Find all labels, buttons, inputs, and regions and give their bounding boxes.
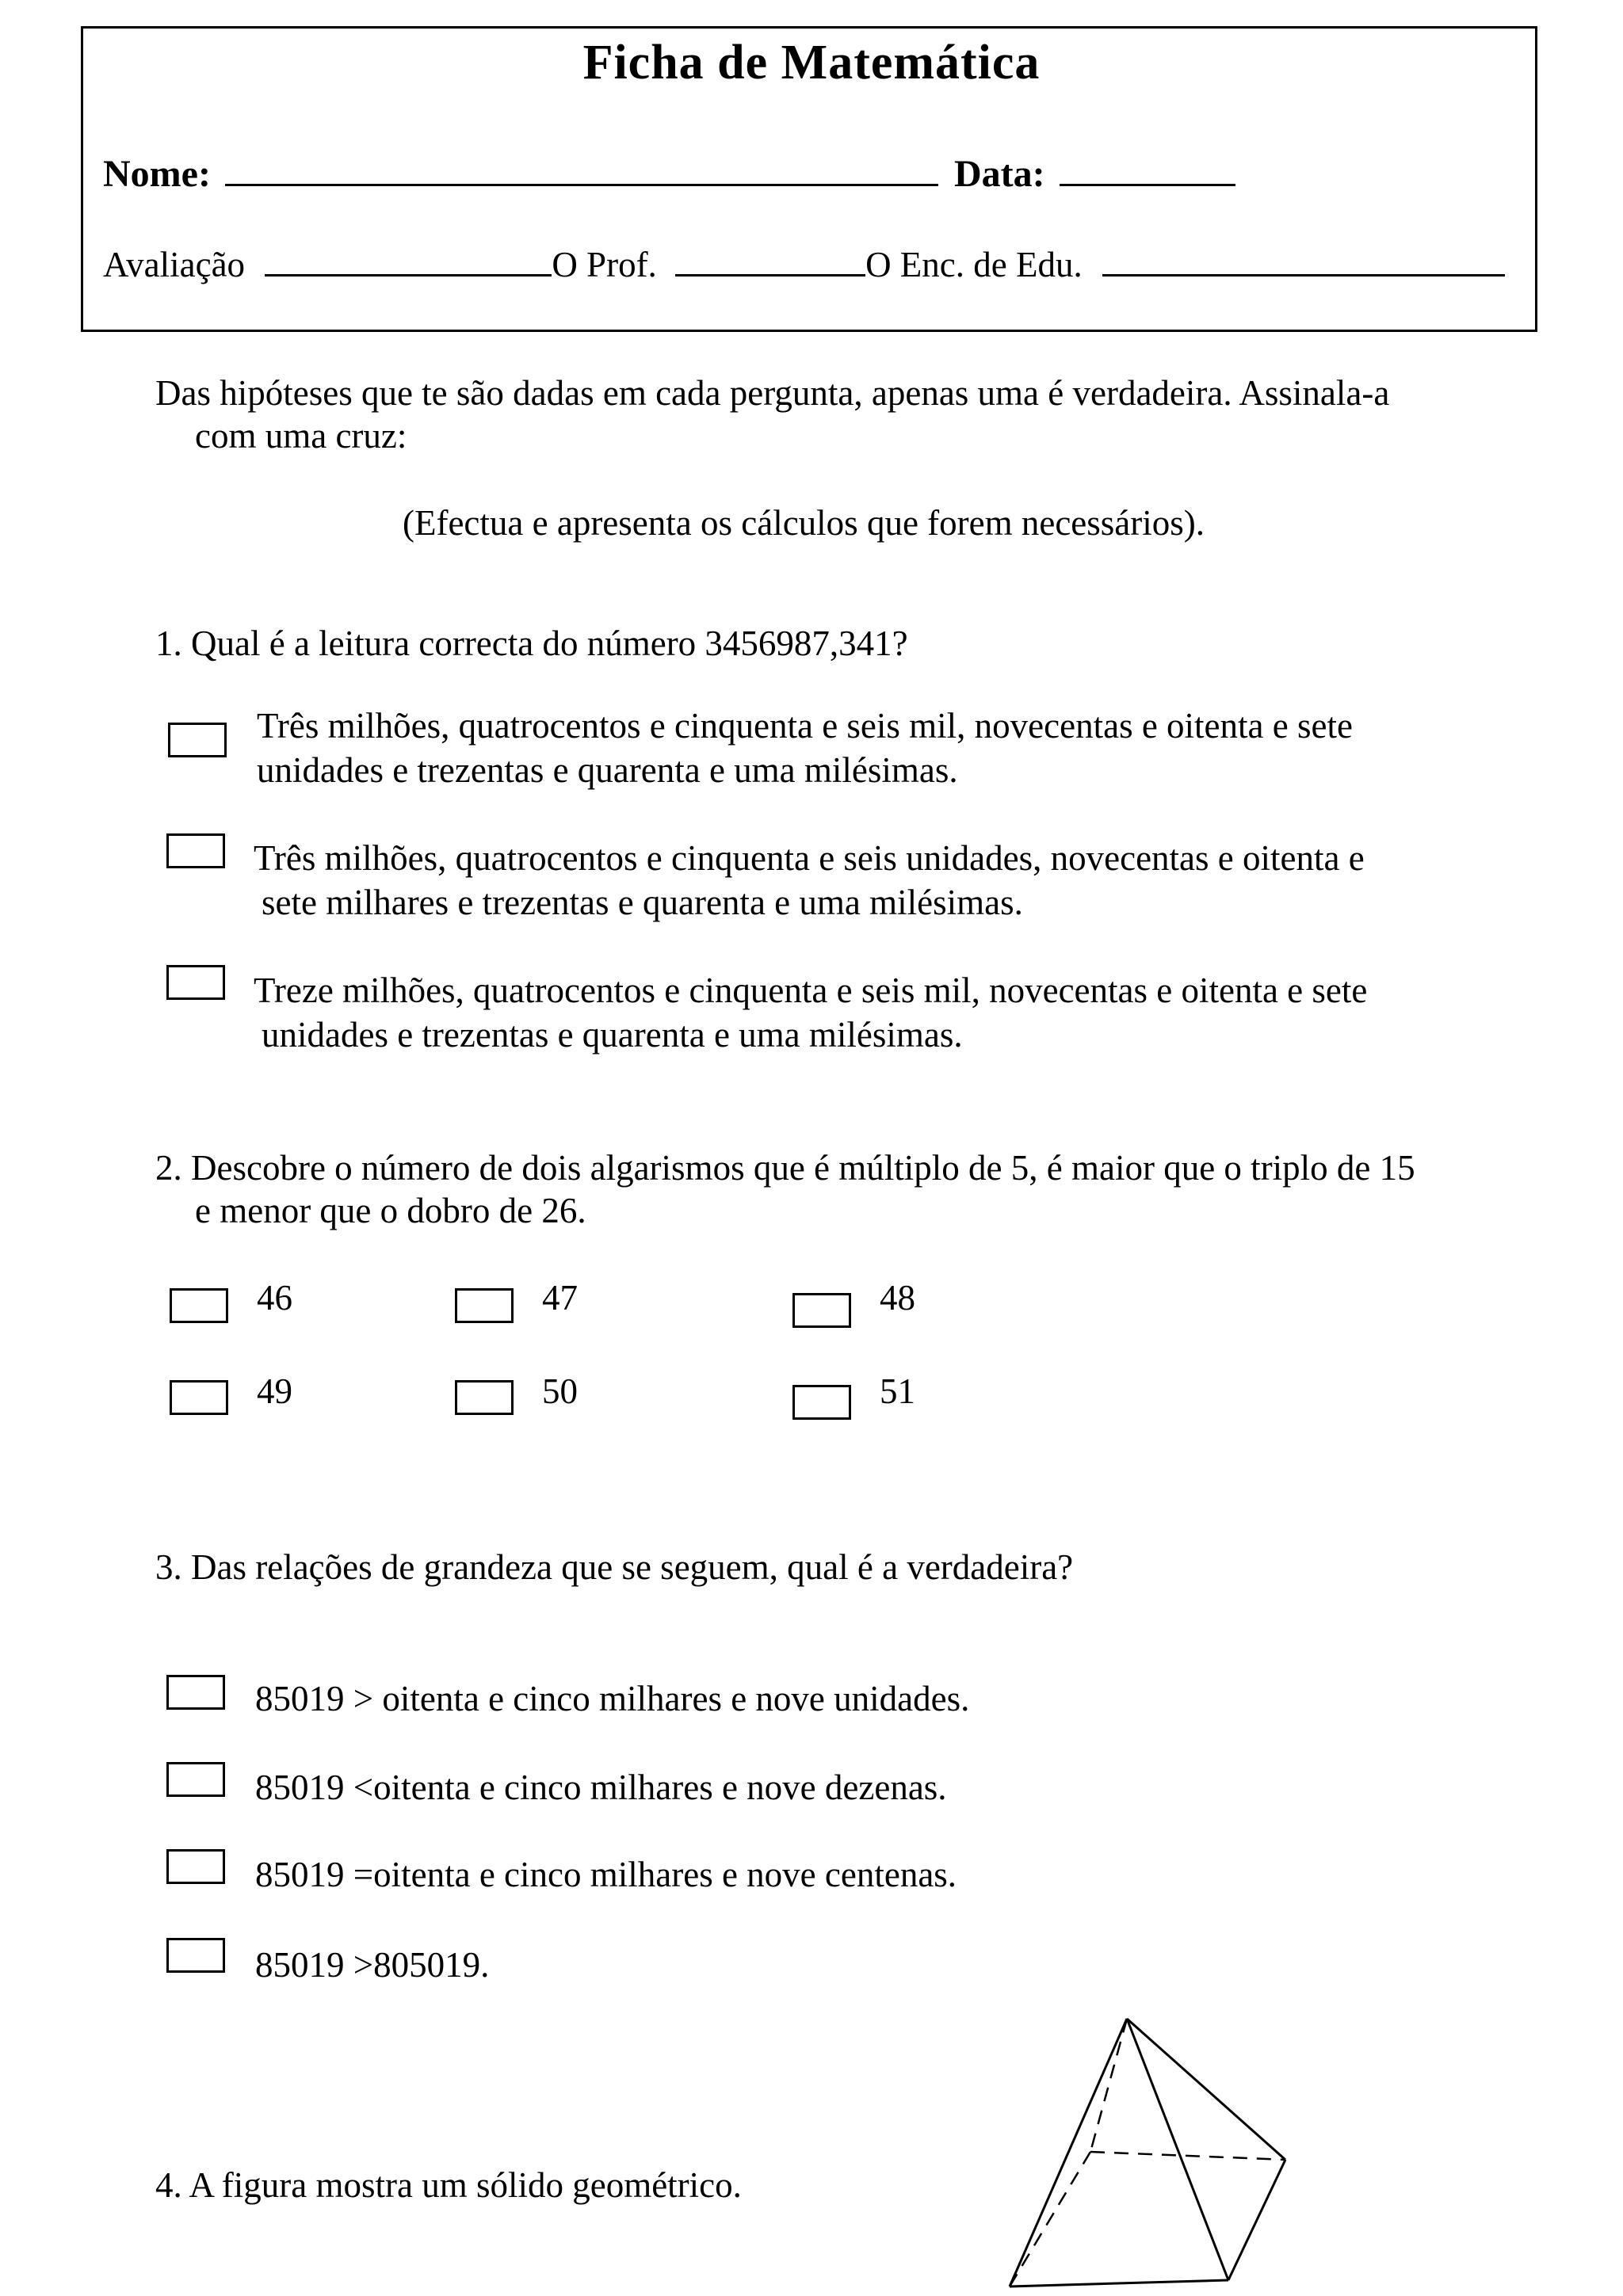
q2-option-50-checkbox[interactable] (455, 1380, 514, 1415)
pyramid-hidden-edge-back-left (1090, 2019, 1127, 2152)
evaluation-label: Avaliação (103, 245, 246, 284)
q2-option-51-checkbox[interactable] (792, 1385, 851, 1420)
q1-option-2-line-1: Três milhões, quatrocentos e cinquenta e seis unidades, novecentas e oitenta e (254, 838, 1365, 878)
pyramid-base-right (1228, 2160, 1285, 2280)
q3-option-4-checkbox[interactable] (166, 1938, 225, 1973)
q3-option-2-checkbox[interactable] (166, 1762, 225, 1797)
q3-option-1-checkbox[interactable] (166, 1675, 225, 1710)
date-field[interactable] (1060, 184, 1235, 186)
q3-option-4: 85019 >805019. (255, 1945, 490, 1985)
q1-option-1-checkbox[interactable] (168, 723, 227, 757)
q3-option-2: 85019 <oitenta e cinco milhares e nove dezenas. (255, 1768, 947, 1807)
q3-option-1: 85019 > oitenta e cinco milhares e nove unidades. (255, 1679, 970, 1718)
question-2-line-2: e menor que o dobro de 26. (195, 1191, 586, 1230)
q1-option-3 (254, 968, 1367, 1057)
q1-option-2-checkbox[interactable] (166, 833, 225, 868)
pyramid-edge-front-right (1127, 2019, 1228, 2280)
q2-option-51: 51 (880, 1371, 915, 1411)
q2-option-47-checkbox[interactable] (455, 1288, 514, 1323)
q2-option-48: 48 (880, 1278, 915, 1318)
question-2-line-1: 2. Descobre o número de dois algarismos que é múltiplo de 5, é maior que o triplo de 15 (155, 1148, 1415, 1188)
q1-option-1-line-1: Três milhões, quatrocentos e cinquenta e seis mil, novecentas e oitenta e sete (257, 706, 1353, 746)
q2-option-48-checkbox[interactable] (792, 1293, 851, 1328)
teacher-label: O Prof. (552, 245, 657, 284)
q2-option-49: 49 (257, 1371, 292, 1411)
page-title: Ficha de Matemática (582, 36, 1041, 90)
evaluation-field[interactable] (265, 274, 552, 277)
parent-field[interactable] (1102, 274, 1505, 277)
pyramid-base-front (1010, 2280, 1228, 2286)
q1-option-2 (254, 836, 1365, 925)
instructions-line-2: com uma cruz: (195, 416, 407, 456)
pyramid-figure (983, 1997, 1323, 2290)
q2-option-46: 46 (257, 1278, 292, 1318)
instructions-line-1: Das hipóteses que te são dadas em cada pergunta, apenas uma é verdadeira. Assinala-a (155, 373, 1390, 413)
question-3: 3. Das relações de grandeza que se seguem, qual é a verdadeira? (155, 1547, 1074, 1587)
question-1: 1. Qual é a leitura correcta do número 3456987,341? (155, 624, 908, 663)
q2-option-47: 47 (542, 1278, 578, 1318)
parent-label: O Enc. de Edu. (865, 245, 1083, 284)
q2-option-46-checkbox[interactable] (170, 1288, 228, 1323)
pyramid-hidden-base-back (1090, 2152, 1285, 2160)
q1-option-1 (257, 704, 1353, 792)
date-label: Data: (953, 153, 1045, 195)
pyramid-edge-front-left (1010, 2019, 1127, 2286)
q1-option-3-line-1: Treze milhões, quatrocentos e cinquenta e seis mil, novecentas e oitenta e sete (254, 971, 1368, 1010)
name-field[interactable] (225, 184, 938, 186)
q1-option-3-line-2: unidades e trezentas e quarenta e uma milésimas. (262, 1015, 963, 1055)
q1-option-3-checkbox[interactable] (166, 965, 225, 1000)
signature-row (103, 244, 1505, 285)
q2-option-49-checkbox[interactable] (170, 1380, 228, 1415)
calculations-note: (Efectua e apresenta os cálculos que forem necessários). (403, 503, 1205, 543)
q1-option-2-line-2: sete milhares e trezentas e quarenta e uma milésimas. (262, 883, 1023, 922)
name-label: Nome: (103, 153, 211, 195)
q2-option-50: 50 (542, 1371, 578, 1411)
name-row (103, 152, 1235, 196)
q3-option-3: 85019 =oitenta e cinco milhares e nove centenas. (255, 1855, 957, 1894)
pyramid-hidden-base-left (1010, 2152, 1090, 2286)
teacher-field[interactable] (675, 274, 865, 277)
pyramid-edge-back-right (1127, 2019, 1285, 2160)
q1-option-1-line-2: unidades e trezentas e quarenta e uma milésimas. (257, 750, 958, 790)
q3-option-3-checkbox[interactable] (166, 1849, 225, 1884)
question-4: 4. A figura mostra um sólido geométrico. (155, 2165, 742, 2205)
